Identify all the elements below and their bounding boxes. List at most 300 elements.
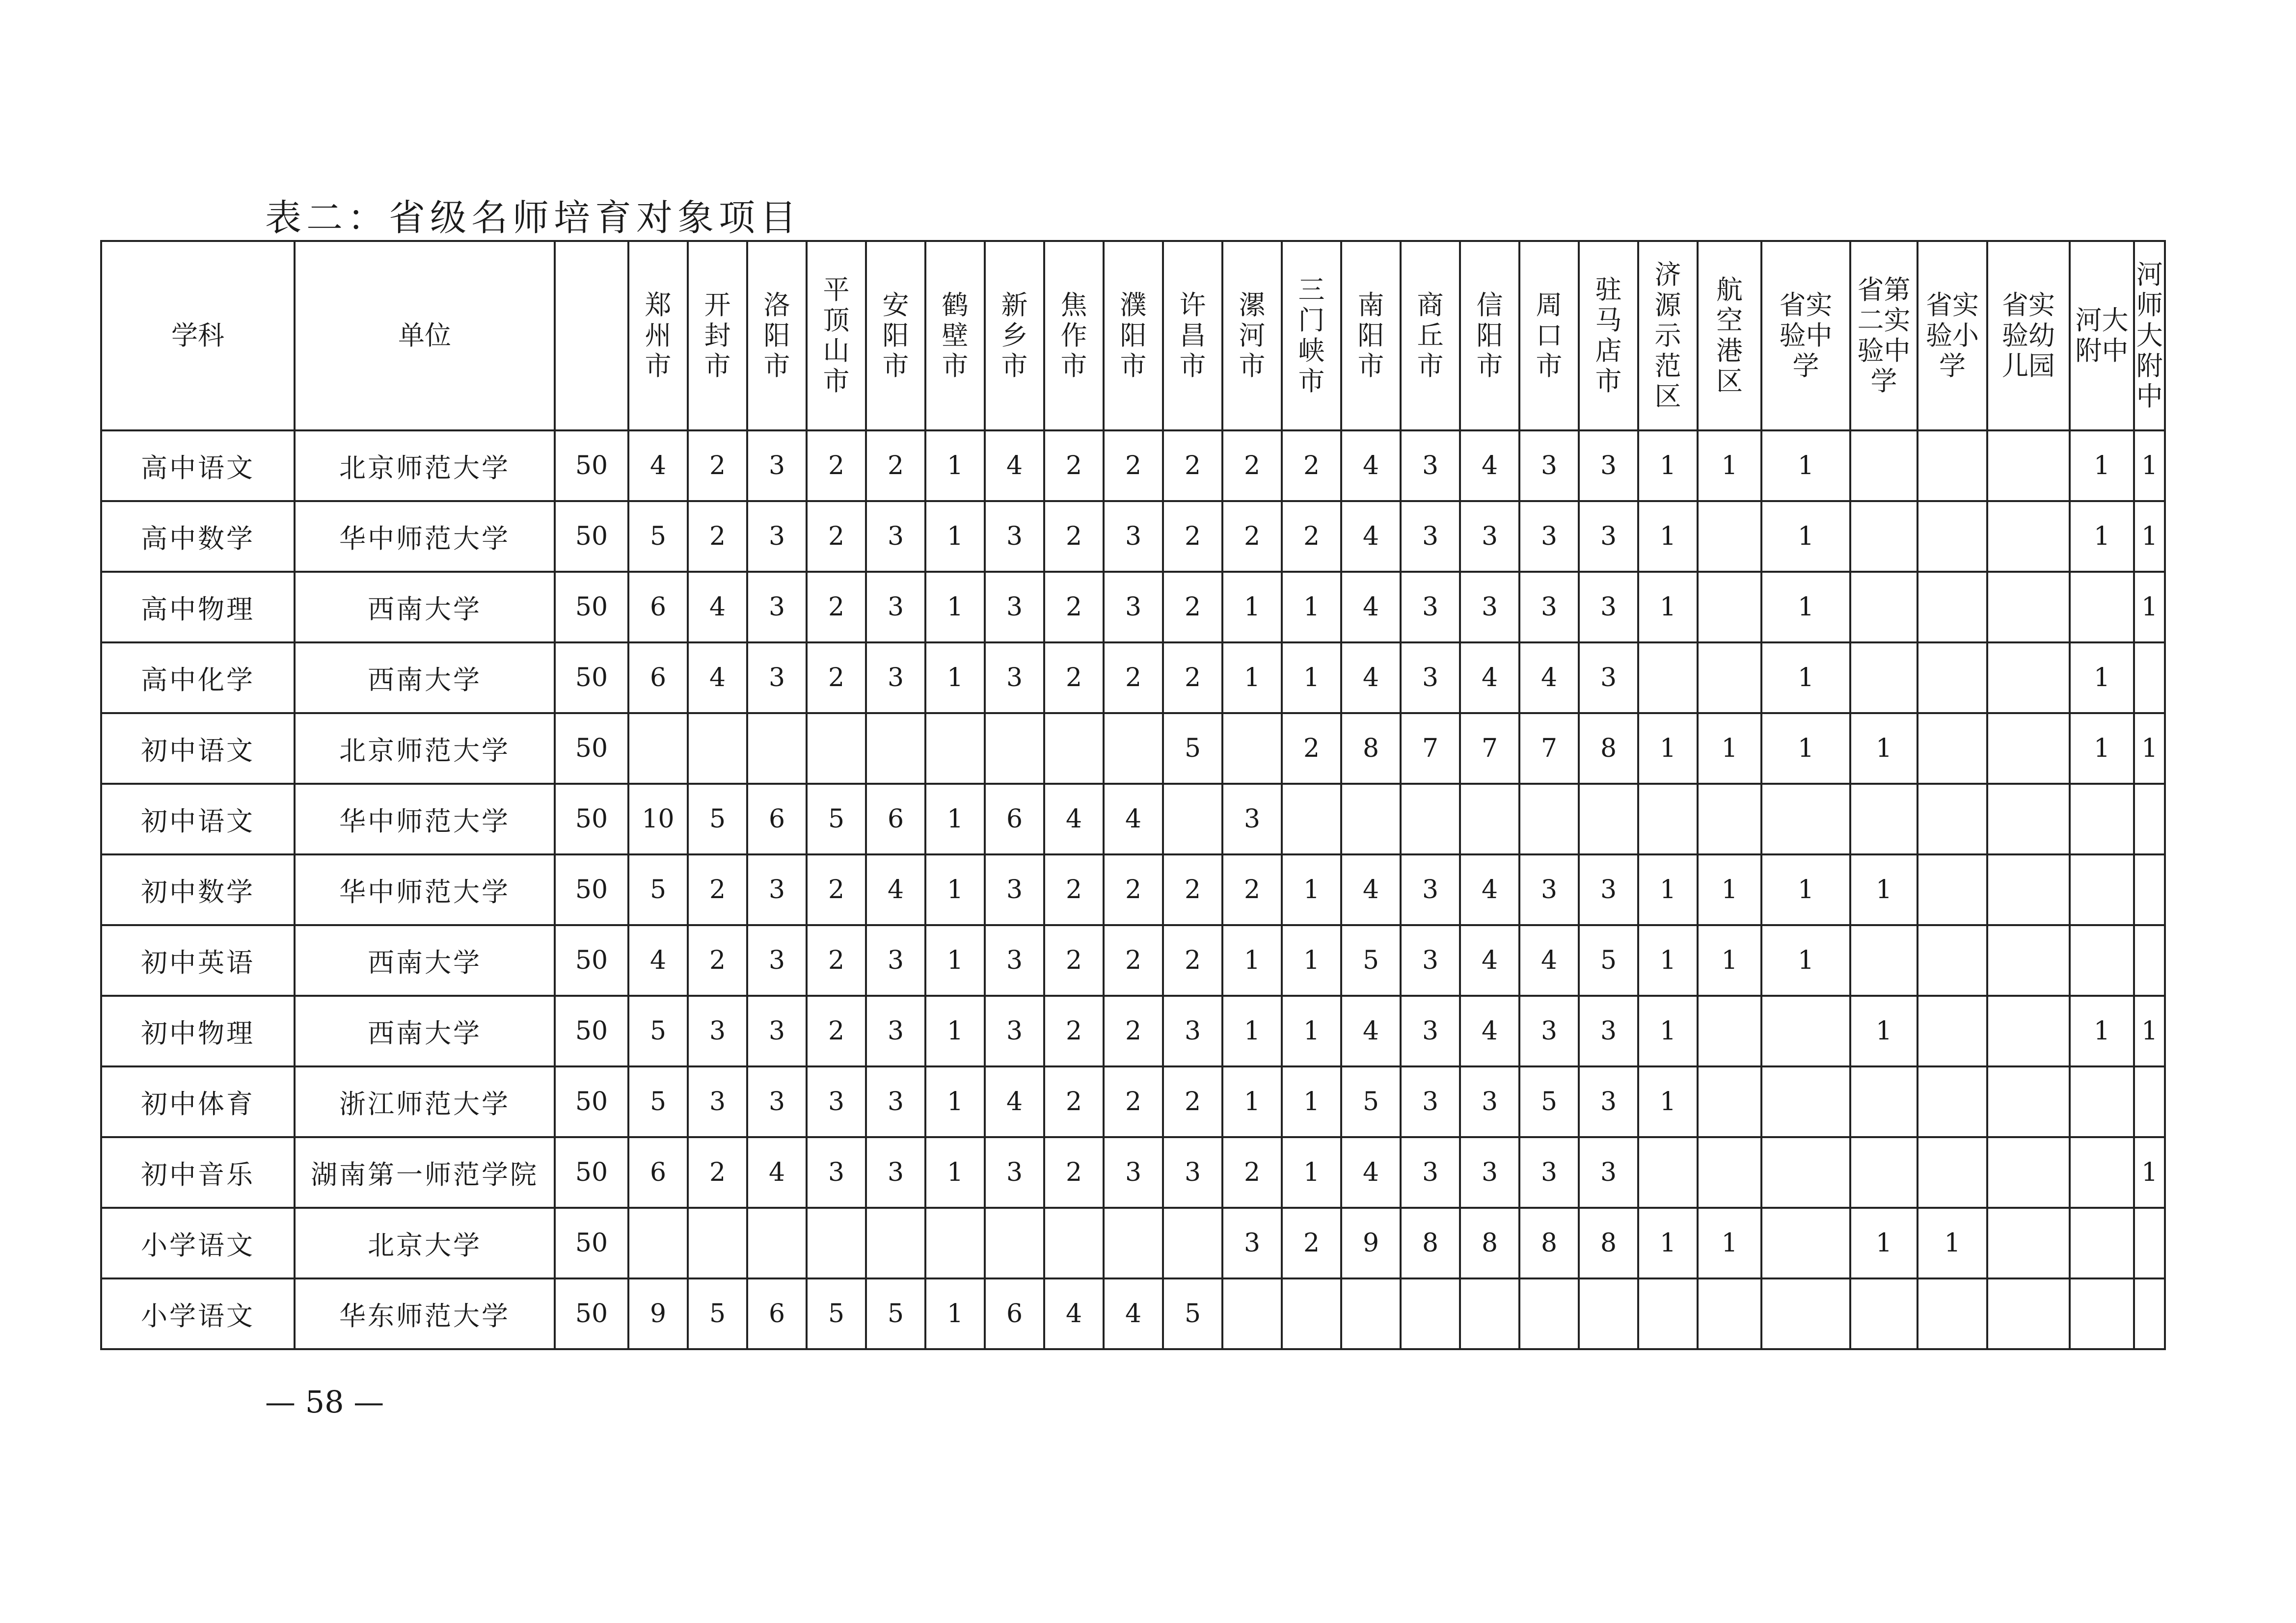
quota-cell: 1 [925, 996, 985, 1066]
header-region [866, 241, 925, 430]
header-region [1401, 241, 1460, 430]
header-region [1044, 241, 1104, 430]
quota-cell [1698, 996, 1761, 1066]
quota-cell [1850, 642, 1918, 713]
header-region-label: 郑州市 [645, 290, 672, 381]
unit-cell: 湖南第一师范学院 [295, 1137, 555, 1208]
unit-cell: 西南大学 [295, 572, 555, 642]
header-region-label: 省实验中学 [1779, 290, 1833, 381]
quota-cell: 8 [1579, 713, 1638, 784]
header-region-label: 信阳市 [1476, 290, 1503, 381]
quota-cell: 8 [1579, 1208, 1638, 1278]
quota-cell [1850, 1137, 1918, 1208]
quota-cell [1918, 572, 1987, 642]
quota-cell [1638, 1278, 1698, 1349]
header-subject: 学科 [101, 241, 295, 430]
unit-cell: 北京大学 [295, 1208, 555, 1278]
subject-cell: 初中音乐 [101, 1137, 295, 1208]
quota-cell: 2 [1222, 501, 1282, 572]
total-cell: 50 [555, 1208, 628, 1278]
subject-cell: 高中语文 [101, 430, 295, 501]
quota-cell [1460, 1278, 1519, 1349]
total-cell: 50 [555, 996, 628, 1066]
subject-cell: 小学语文 [101, 1278, 295, 1349]
quota-cell [985, 713, 1044, 784]
total-cell: 50 [555, 925, 628, 996]
quota-cell [1850, 1066, 1918, 1137]
quota-cell: 10 [628, 784, 688, 854]
quota-cell [1282, 784, 1341, 854]
header-region [925, 241, 985, 430]
header-region-label: 濮阳市 [1120, 290, 1147, 381]
quota-cell: 3 [1401, 854, 1460, 925]
quota-cell: 8 [1460, 1208, 1519, 1278]
quota-cell: 2 [807, 642, 866, 713]
quota-cell [2070, 572, 2134, 642]
quota-cell: 1 [1638, 996, 1698, 1066]
quota-cell: 2 [1104, 1066, 1163, 1137]
quota-cell: 1 [925, 1278, 985, 1349]
quota-cell: 3 [1579, 430, 1638, 501]
quota-cell: 1 [1222, 642, 1282, 713]
quota-cell: 3 [688, 1066, 747, 1137]
quota-cell [2070, 1137, 2134, 1208]
quota-cell: 1 [1850, 854, 1918, 925]
quota-cell: 3 [1519, 996, 1579, 1066]
unit-cell: 华东师范大学 [295, 1278, 555, 1349]
quota-cell [1222, 1278, 1282, 1349]
quota-cell [1850, 501, 1918, 572]
quota-cell: 3 [1579, 501, 1638, 572]
subject-cell: 高中物理 [101, 572, 295, 642]
quota-cell: 3 [985, 925, 1044, 996]
table-row [101, 996, 2165, 1066]
quota-cell: 4 [1341, 1137, 1401, 1208]
table-row [101, 501, 2165, 572]
quota-cell: 3 [1519, 572, 1579, 642]
quota-cell: 1 [1282, 1137, 1341, 1208]
quota-cell: 3 [747, 430, 807, 501]
header-region [1282, 241, 1341, 430]
quota-cell: 3 [1401, 1137, 1460, 1208]
table-row [101, 642, 2165, 713]
quota-cell: 6 [985, 784, 1044, 854]
quota-cell: 1 [925, 572, 985, 642]
table-body [101, 430, 2165, 1349]
quota-cell [1761, 784, 1850, 854]
quota-cell: 3 [1104, 501, 1163, 572]
subject-cell: 初中物理 [101, 996, 295, 1066]
quota-cell [1918, 1137, 1987, 1208]
quota-cell: 4 [688, 642, 747, 713]
quota-cell [1638, 642, 1698, 713]
quota-cell: 1 [1638, 430, 1698, 501]
quota-cell: 2 [1044, 642, 1104, 713]
header-region-label: 洛阳市 [763, 290, 790, 381]
quota-cell: 1 [1850, 996, 1918, 1066]
quota-cell: 3 [1460, 501, 1519, 572]
quota-cell: 4 [628, 925, 688, 996]
quota-cell: 1 [1282, 572, 1341, 642]
quota-cell [2070, 854, 2134, 925]
quota-cell: 1 [1638, 854, 1698, 925]
quota-cell: 4 [985, 430, 1044, 501]
quota-cell: 1 [1282, 642, 1341, 713]
quota-cell [1401, 1278, 1460, 1349]
quota-cell: 4 [1341, 501, 1401, 572]
quota-cell: 2 [807, 572, 866, 642]
quota-cell: 1 [1282, 925, 1341, 996]
subject-cell: 高中化学 [101, 642, 295, 713]
quota-cell: 4 [1519, 925, 1579, 996]
table-row [101, 854, 2165, 925]
total-cell: 50 [555, 1278, 628, 1349]
total-cell: 50 [555, 501, 628, 572]
quota-cell: 1 [1698, 925, 1761, 996]
header-region-label: 开封市 [704, 290, 731, 381]
quota-cell: 1 [925, 784, 985, 854]
quota-cell [1698, 784, 1761, 854]
quota-cell: 3 [1519, 1137, 1579, 1208]
quota-cell: 3 [1163, 996, 1222, 1066]
quota-cell: 2 [1104, 642, 1163, 713]
quota-cell: 3 [866, 1137, 925, 1208]
quota-cell [1850, 430, 1918, 501]
quota-cell: 3 [747, 996, 807, 1066]
quota-cell: 2 [1163, 572, 1222, 642]
quota-cell: 2 [688, 925, 747, 996]
quota-cell: 1 [1638, 713, 1698, 784]
quota-cell [1918, 925, 1987, 996]
total-cell: 50 [555, 1066, 628, 1137]
quota-cell: 2 [1044, 430, 1104, 501]
quota-cell [1579, 784, 1638, 854]
quota-cell: 1 [1761, 430, 1850, 501]
quota-cell [688, 713, 747, 784]
quota-cell: 5 [628, 1066, 688, 1137]
unit-cell: 华中师范大学 [295, 854, 555, 925]
quota-cell: 5 [688, 784, 747, 854]
quota-cell: 3 [1401, 1066, 1460, 1137]
quota-cell: 4 [985, 1066, 1044, 1137]
quota-cell [688, 1208, 747, 1278]
quota-cell [1341, 1278, 1401, 1349]
header-region [1638, 241, 1698, 430]
quota-cell: 1 [1761, 854, 1850, 925]
quota-cell [1638, 784, 1698, 854]
quota-cell: 3 [1579, 572, 1638, 642]
quota-cell: 1 [925, 1066, 985, 1137]
quota-cell: 3 [866, 572, 925, 642]
quota-cell [1698, 501, 1761, 572]
quota-cell: 2 [1044, 1137, 1104, 1208]
quota-cell: 3 [1401, 642, 1460, 713]
total-cell: 50 [555, 854, 628, 925]
quota-cell: 3 [747, 925, 807, 996]
header-region [2134, 241, 2165, 430]
quota-cell: 1 [1282, 1066, 1341, 1137]
quota-cell: 3 [807, 1066, 866, 1137]
unit-cell: 西南大学 [295, 925, 555, 996]
quota-cell: 2 [1282, 501, 1341, 572]
header-region-label: 周口市 [1536, 290, 1563, 381]
quota-cell [1282, 1278, 1341, 1349]
quota-cell: 2 [1104, 854, 1163, 925]
quota-cell [1761, 1208, 1850, 1278]
quota-cell: 2 [1282, 713, 1341, 784]
quota-cell: 3 [1401, 925, 1460, 996]
header-total [555, 241, 628, 430]
quota-cell: 3 [1460, 1066, 1519, 1137]
total-cell: 50 [555, 642, 628, 713]
header-region [2070, 241, 2134, 430]
quota-cell: 2 [688, 430, 747, 501]
quota-cell: 2 [1163, 925, 1222, 996]
quota-cell: 6 [628, 642, 688, 713]
quota-cell [1918, 642, 1987, 713]
unit-cell: 北京师范大学 [295, 430, 555, 501]
unit-cell: 浙江师范大学 [295, 1066, 555, 1137]
quota-cell: 3 [985, 501, 1044, 572]
table-row [101, 1137, 2165, 1208]
quota-cell: 1 [1698, 430, 1761, 501]
quota-cell [2134, 784, 2165, 854]
quota-cell: 5 [1341, 1066, 1401, 1137]
subject-cell: 高中数学 [101, 501, 295, 572]
quota-cell: 1 [2134, 572, 2165, 642]
table-row [101, 1066, 2165, 1137]
quota-cell [1918, 430, 1987, 501]
quota-cell [866, 713, 925, 784]
quota-cell: 2 [807, 996, 866, 1066]
quota-cell [985, 1208, 1044, 1278]
quota-cell: 2 [1044, 996, 1104, 1066]
header-region-label: 济源示范区 [1654, 259, 1681, 412]
quota-cell [1044, 1208, 1104, 1278]
quota-cell: 3 [985, 996, 1044, 1066]
quota-cell: 2 [1282, 430, 1341, 501]
total-cell: 50 [555, 1137, 628, 1208]
header-region-label: 漯河市 [1239, 290, 1266, 381]
unit-cell: 西南大学 [295, 996, 555, 1066]
quota-cell [1918, 996, 1987, 1066]
quota-cell: 4 [1044, 784, 1104, 854]
quota-cell [2134, 854, 2165, 925]
table-row [101, 1208, 2165, 1278]
quota-cell: 1 [1850, 1208, 1918, 1278]
table-row [101, 430, 2165, 501]
quota-cell [1987, 1066, 2070, 1137]
quota-cell [1987, 854, 2070, 925]
header-region-label: 省第二实验中学 [1857, 274, 1911, 397]
quota-cell [1579, 1278, 1638, 1349]
quota-cell: 3 [747, 854, 807, 925]
quota-cell: 8 [1401, 1208, 1460, 1278]
quota-cell [2134, 925, 2165, 996]
quota-cell: 4 [1044, 1278, 1104, 1349]
header-region [1918, 241, 1987, 430]
quota-cell: 3 [985, 1137, 1044, 1208]
header-region [1519, 241, 1579, 430]
quota-cell: 3 [1579, 642, 1638, 713]
quota-cell: 3 [1579, 996, 1638, 1066]
header-region [1460, 241, 1519, 430]
quota-cell: 7 [1401, 713, 1460, 784]
quota-cell: 5 [628, 501, 688, 572]
quota-cell: 1 [1638, 1208, 1698, 1278]
header-region-label: 省实验幼儿园 [2001, 290, 2055, 381]
quota-cell: 2 [1163, 854, 1222, 925]
quota-cell [1222, 713, 1282, 784]
quota-cell [1761, 1137, 1850, 1208]
quota-cell: 2 [1044, 854, 1104, 925]
quota-cell [1519, 1278, 1579, 1349]
quota-cell [1638, 1137, 1698, 1208]
quota-cell: 2 [1104, 925, 1163, 996]
quota-cell: 3 [1222, 784, 1282, 854]
quota-cell: 3 [1163, 1137, 1222, 1208]
quota-cell: 1 [1222, 925, 1282, 996]
header-region-label: 商丘市 [1417, 290, 1444, 381]
quota-cell: 5 [1519, 1066, 1579, 1137]
quota-cell: 4 [1460, 925, 1519, 996]
subject-cell: 初中体育 [101, 1066, 295, 1137]
total-cell: 50 [555, 430, 628, 501]
quota-cell: 1 [2070, 501, 2134, 572]
header-region-label: 安阳市 [882, 290, 909, 381]
quota-cell [1761, 996, 1850, 1066]
quota-cell: 2 [688, 854, 747, 925]
quota-cell [1698, 572, 1761, 642]
unit-cell: 北京师范大学 [295, 713, 555, 784]
quota-cell: 3 [985, 572, 1044, 642]
header-unit: 单位 [295, 241, 555, 430]
quota-cell [1987, 1278, 2070, 1349]
quota-cell [747, 1208, 807, 1278]
quota-cell: 3 [1222, 1208, 1282, 1278]
quota-cell: 1 [1850, 713, 1918, 784]
quota-cell: 5 [1163, 1278, 1222, 1349]
quota-cell: 1 [2134, 1137, 2165, 1208]
quota-cell: 8 [1341, 713, 1401, 784]
quota-cell: 2 [1104, 430, 1163, 501]
header-region [1761, 241, 1850, 430]
quota-cell: 4 [747, 1137, 807, 1208]
quota-cell [1698, 1278, 1761, 1349]
quota-cell: 1 [1282, 854, 1341, 925]
quota-cell: 3 [1401, 572, 1460, 642]
quota-cell: 3 [1519, 854, 1579, 925]
quota-cell: 3 [1579, 1137, 1638, 1208]
quota-cell: 4 [1460, 996, 1519, 1066]
total-cell: 50 [555, 713, 628, 784]
quota-cell: 1 [925, 925, 985, 996]
quota-cell [1918, 1066, 1987, 1137]
quota-cell: 2 [866, 430, 925, 501]
quota-cell: 2 [807, 501, 866, 572]
quota-cell [1987, 501, 2070, 572]
quota-cell: 5 [1341, 925, 1401, 996]
quota-cell: 9 [628, 1278, 688, 1349]
header-region-label: 驻马店市 [1595, 274, 1622, 397]
subject-cell: 初中数学 [101, 854, 295, 925]
quota-cell: 3 [1579, 1066, 1638, 1137]
subject-cell: 初中语文 [101, 784, 295, 854]
header-region-label: 平顶山市 [823, 274, 850, 397]
quota-cell: 1 [2070, 713, 2134, 784]
quota-cell: 4 [1519, 642, 1579, 713]
quota-cell [807, 713, 866, 784]
quota-cell [1987, 713, 2070, 784]
quota-cell: 3 [866, 642, 925, 713]
quota-cell: 1 [925, 854, 985, 925]
quota-cell: 2 [1222, 1137, 1282, 1208]
quota-cell: 1 [1918, 1208, 1987, 1278]
header-region-label: 河大附中 [2075, 305, 2129, 366]
quota-cell: 5 [688, 1278, 747, 1349]
quota-cell: 1 [1698, 713, 1761, 784]
quota-cell: 3 [1519, 430, 1579, 501]
quota-cell [1850, 784, 1918, 854]
table-row [101, 572, 2165, 642]
quota-cell: 3 [807, 1137, 866, 1208]
quota-cell: 1 [2134, 501, 2165, 572]
header-region [688, 241, 747, 430]
quota-cell [1761, 1278, 1850, 1349]
header-region [1579, 241, 1638, 430]
quota-cell: 2 [1222, 854, 1282, 925]
quota-cell: 1 [925, 430, 985, 501]
quota-cell: 3 [866, 1066, 925, 1137]
quota-cell [2134, 642, 2165, 713]
quota-cell: 5 [1579, 925, 1638, 996]
quota-cell: 1 [1222, 1066, 1282, 1137]
header-region-label: 新乡市 [1001, 290, 1028, 381]
header-region [1341, 241, 1401, 430]
quota-cell: 1 [1698, 854, 1761, 925]
quota-cell: 1 [2134, 713, 2165, 784]
subject-cell: 初中语文 [101, 713, 295, 784]
quota-cell [1104, 1208, 1163, 1278]
quota-cell [1918, 854, 1987, 925]
quota-cell: 1 [1638, 925, 1698, 996]
header-region-label: 河师大附中 [2136, 259, 2163, 412]
header-region-label: 焦作市 [1060, 290, 1087, 381]
quota-cell: 2 [688, 1137, 747, 1208]
quota-cell [2070, 1066, 2134, 1137]
quota-cell [1987, 996, 2070, 1066]
quota-cell: 3 [747, 1066, 807, 1137]
quota-cell [1987, 642, 2070, 713]
quota-cell: 1 [925, 501, 985, 572]
quota-cell: 6 [747, 1278, 807, 1349]
header-region [1222, 241, 1282, 430]
quota-cell [1987, 430, 2070, 501]
quota-cell: 4 [1104, 1278, 1163, 1349]
quota-cell: 2 [1044, 925, 1104, 996]
quota-cell: 2 [807, 854, 866, 925]
header-region [807, 241, 866, 430]
quota-cell: 4 [1341, 430, 1401, 501]
quota-cell: 1 [1761, 713, 1850, 784]
quota-cell [1104, 713, 1163, 784]
quota-cell: 2 [1163, 1066, 1222, 1137]
header-region [1698, 241, 1761, 430]
quota-cell: 1 [1638, 572, 1698, 642]
quota-cell [2070, 925, 2134, 996]
quota-cell: 1 [2070, 996, 2134, 1066]
unit-cell: 华中师范大学 [295, 784, 555, 854]
